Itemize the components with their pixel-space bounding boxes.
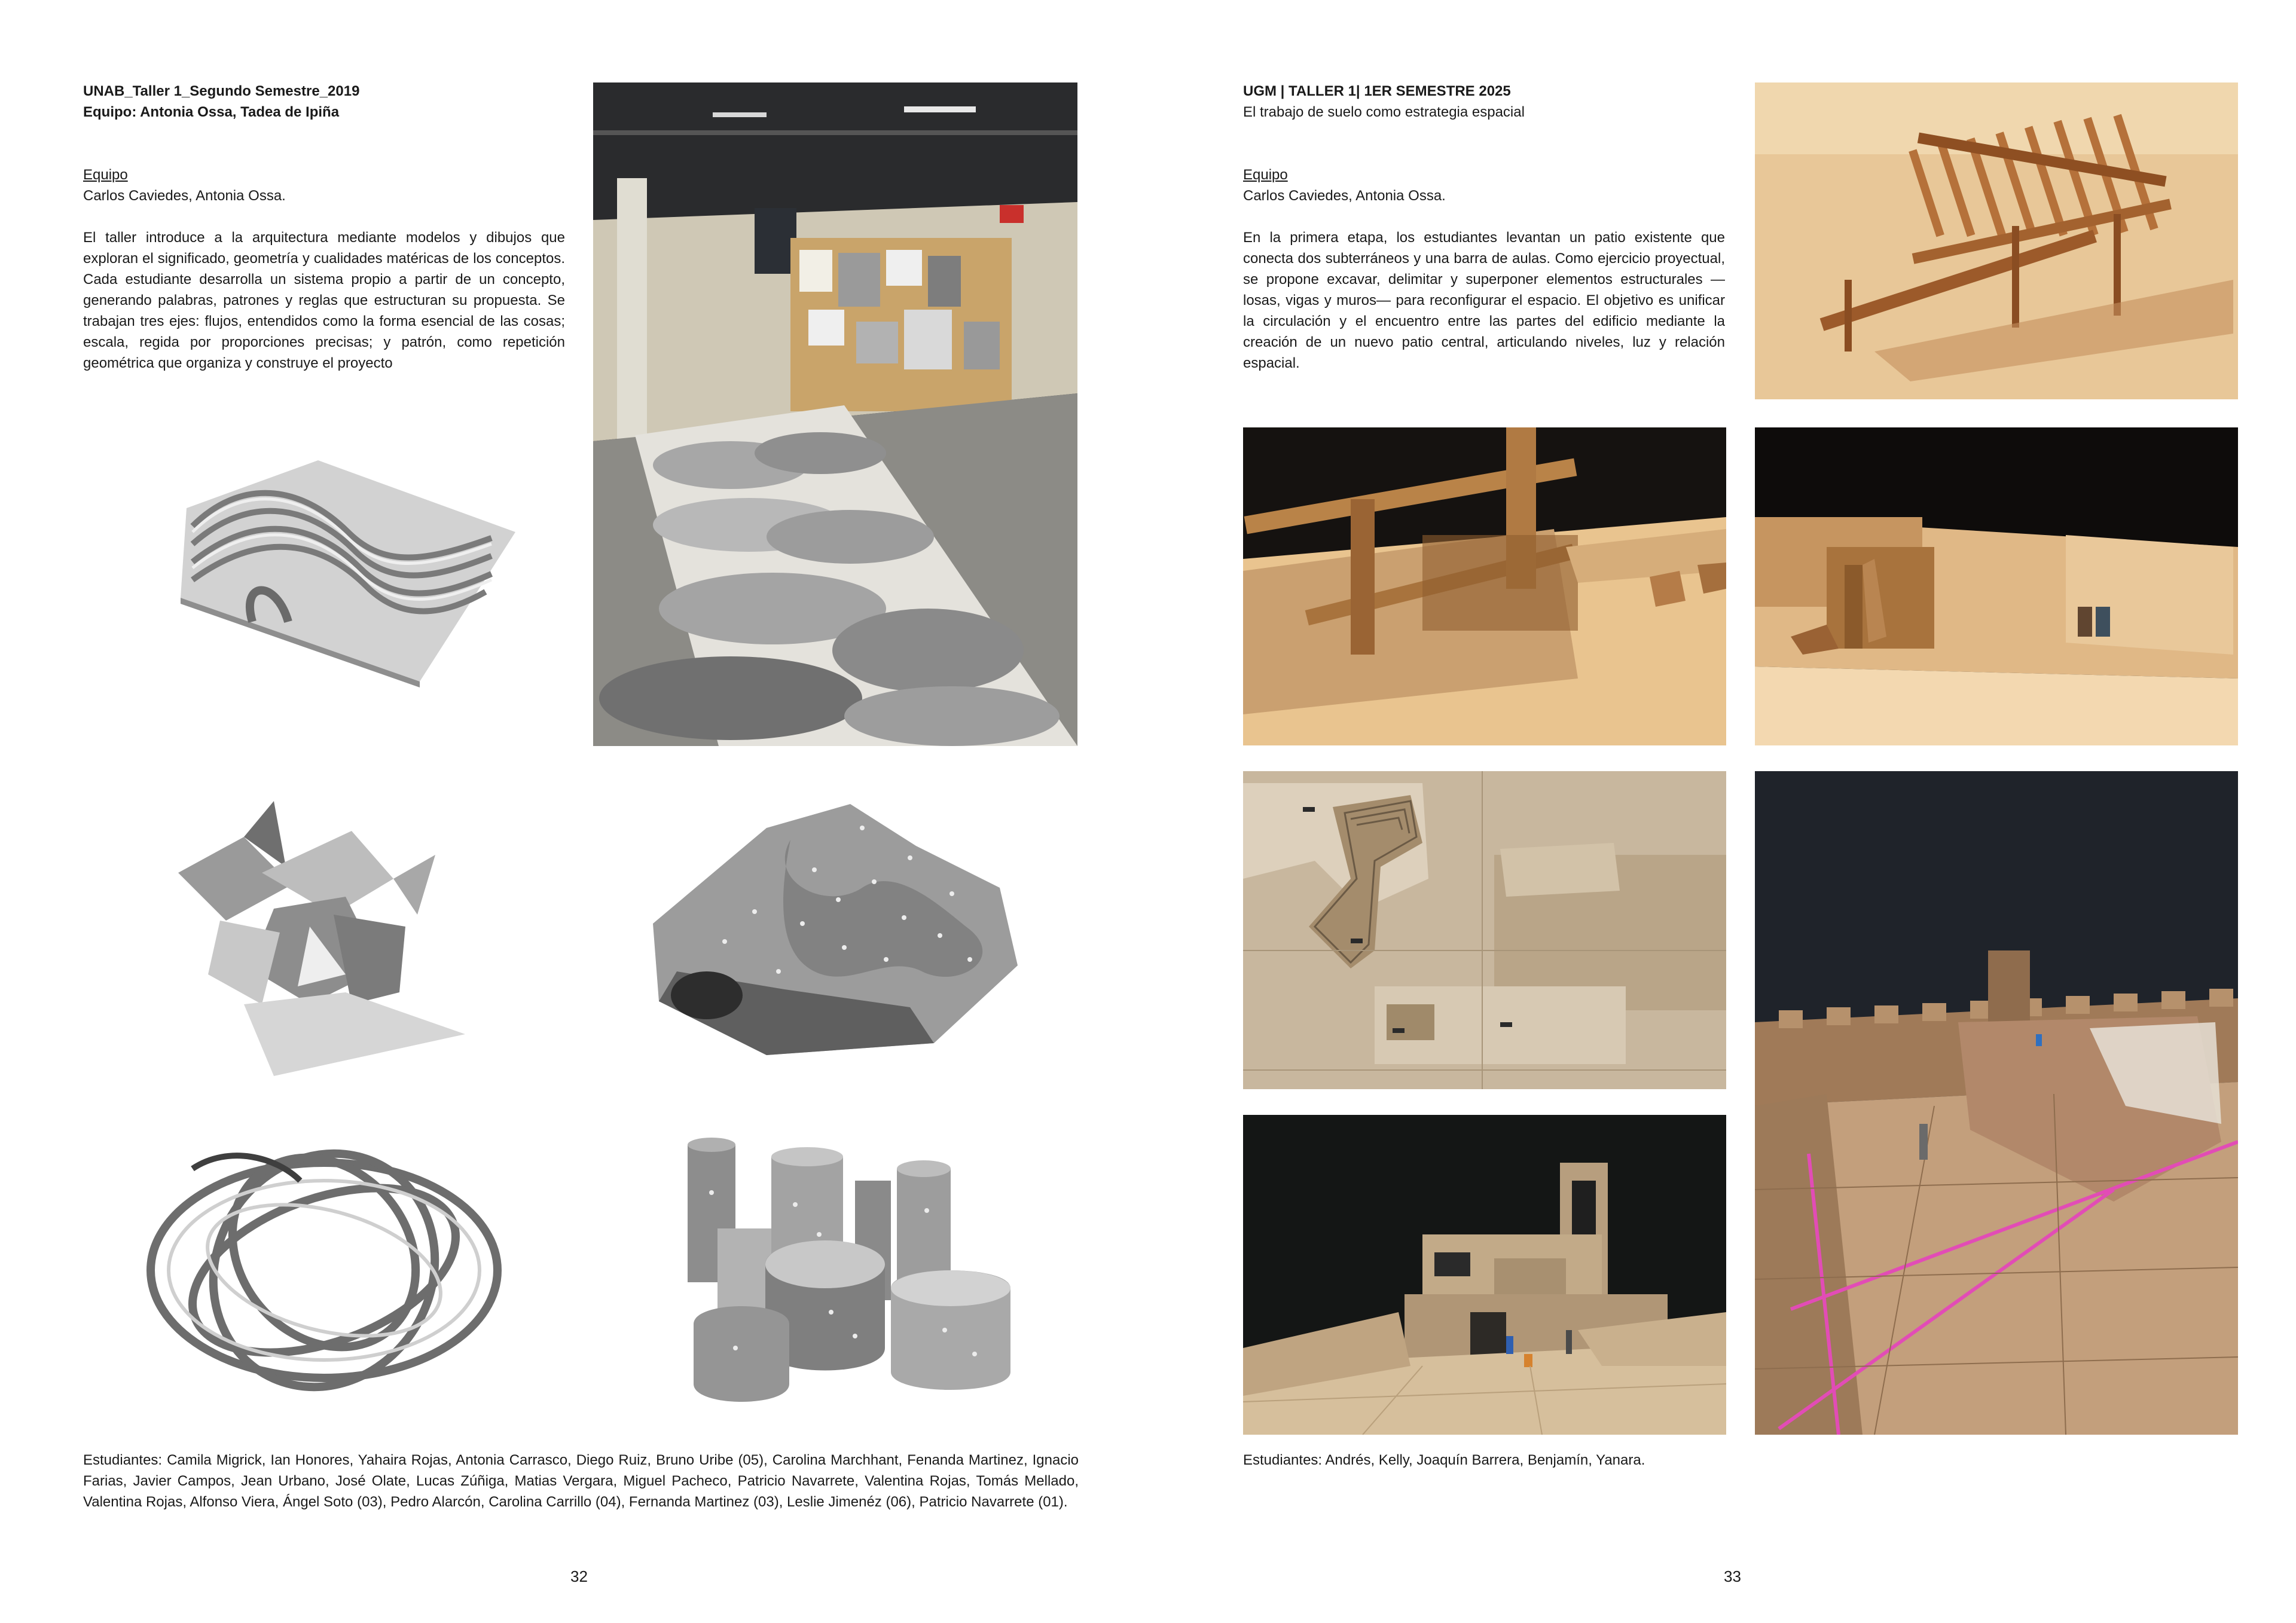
right-page-title: UGM | TALLER 1| 1ER SEMESTRE 2025 [1243, 83, 1511, 99]
left-equipo-heading: Equipo [83, 167, 128, 183]
patio-perspective-model-photo [1755, 771, 2238, 1435]
right-description: En la primera etapa, los estudiantes levantan un patio existente que conecta dos subterráneos y una barra de aulas. Como ejercicio proyectual, se propone excavar, delimitar y superponer elementos estructurales —losas, vigas y muros— para reconfigurar el espacio. El objetivo es unificar la circulación y el encuentro entre las partes del edificio mediante la creación de un nuevo patio central, articulando niveles, luz y relación espacial. [1243, 230, 1725, 371]
perforated-cylinders-model [676, 1133, 1040, 1414]
walled-plaza-model-photo [1755, 427, 2238, 745]
aluminum-wave-model [169, 442, 521, 687]
wood-structure-model-photo [1243, 427, 1726, 745]
left-equipo-names: Carlos Caviedes, Antonia Ossa. [83, 188, 286, 204]
wood-beam-model-photo [1755, 82, 2238, 399]
workshop-room-photo [593, 82, 1077, 746]
right-equipo-heading: Equipo [1243, 167, 1288, 183]
right-equipo-names: Carlos Caviedes, Antonia Ossa. [1243, 188, 1446, 204]
ribbon-sphere-model [133, 1133, 521, 1396]
left-page-title: UNAB_Taller 1_Segundo Semestre_2019 [83, 83, 360, 99]
left-description: El taller introduce a la arquitectura mediante modelos y dibujos que exploran el significado, geometría y cualidades matéricas de los conceptos. Cada estudiante desarrolla un sistema propio a partir de un concepto, generando palabras, patrones y reglas que estructuran su propuesta. Se trabajan tres ejes: flujos, entendidos como la forma esencial de las cosas; escala, regida por proporciones precisas; y patrón, como repetición geométrica que organiza y construye el proyecto [83, 230, 565, 371]
cardboard-building-model-photo [1243, 1115, 1726, 1435]
left-page-number: 32 [570, 1567, 588, 1585]
left-students-list: Estudiantes: Camila Migrick, Ian Honores, Yahaira Rojas, Antonia Carrasco, Diego Ruiz, Bruno Uribe (05), Carolina Marchhant, Fenanda Martinez, Ignacio Farias, Javier Campos, Jean Urbano, José Olate, Lucas Zúñiga, Matias Vergara, Miguel Pacheco, Patricio Navarrete, Valentina Rojas, Tomás Mellado, Valentina Rojas, Alfonso Viera, Ángel Soto (03), Pedro Alarcón, Carolina Carrillo (04), Fernanda Martinez (03), Leslie Jimenéz (06), Patricio Navarrete (01). [83, 1452, 1079, 1510]
cardboard-plan-model-photo [1243, 771, 1726, 1089]
right-page-number: 33 [1724, 1567, 1741, 1585]
folded-sculpture-model [154, 777, 489, 1088]
right-students-list: Estudiantes: Andrés, Kelly, Joaquín Barrera, Benjamín, Yanara. [1243, 1452, 1645, 1468]
right-page-subtitle: El trabajo de suelo como estrategia espacial [1243, 104, 1525, 120]
left-page-team-line: Equipo: Antonia Ossa, Tadea de Ipiña [83, 104, 340, 120]
right-page [1148, 0, 2296, 1623]
perforated-folded-sheet-model [635, 792, 1036, 1067]
